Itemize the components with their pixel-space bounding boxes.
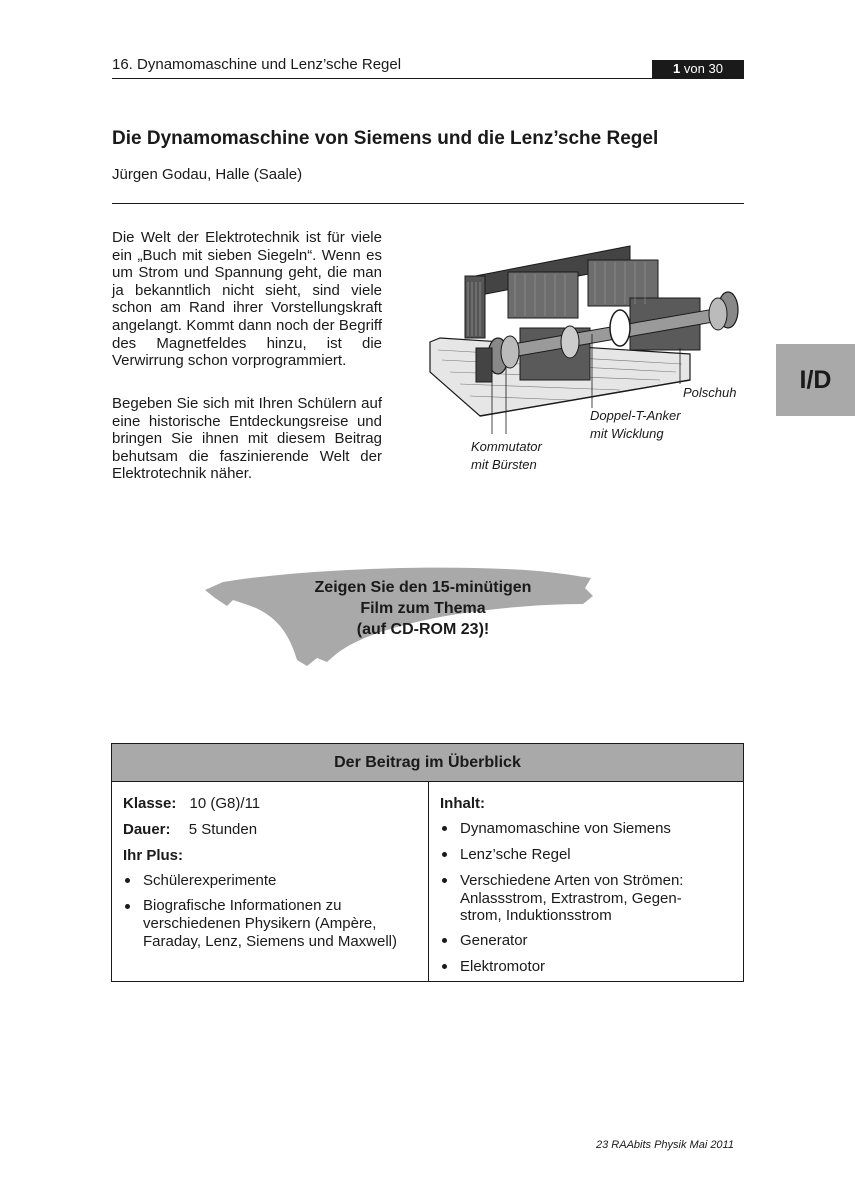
bullet-icon	[442, 964, 447, 969]
running-header-title: 16. Dynamomaschine und Lenz’sche Regel	[112, 56, 402, 73]
inhalt-item-2: Lenz’sche Regel	[460, 846, 571, 863]
page-title: Die Dynamomaschine von Siemens und die Lenz’sche Regel	[112, 128, 659, 149]
figure-label-anker-line1: Doppel-T-Anker	[590, 408, 681, 423]
inhalt-label: Inhalt:	[440, 795, 485, 812]
page-total: von 30	[683, 61, 723, 76]
klasse-row	[123, 795, 260, 813]
section-tab: I/D	[776, 344, 855, 416]
banner-line-3: (auf CD-ROM 23)!	[356, 621, 490, 638]
figure-label-polschuh: Polschuh	[683, 385, 737, 400]
dynamo-illustration	[420, 238, 750, 478]
banner-line-2: Film zum Thema	[360, 600, 486, 617]
bullet-icon	[442, 826, 447, 831]
klasse-value: 10 (G8)/11	[189, 795, 261, 812]
title-divider	[112, 203, 744, 204]
inhalt-item-5: Elektromotor	[460, 958, 546, 975]
header-divider	[112, 78, 744, 79]
plus-item-2-line3: Faraday, Lenz, Siemens und Maxwell)	[143, 933, 398, 950]
plus-item-2-line1: Biografische Informationen zu	[143, 897, 342, 914]
inhalt-item-3-line2: Anlassstrom, Extrastrom, Gegen-	[460, 890, 682, 907]
overview-box	[111, 743, 744, 982]
figure-label-kommutator-line2: mit Bürsten	[471, 457, 537, 472]
plus-item-1: Schülerexperimente	[143, 872, 277, 889]
overview-heading: Der Beitrag im Überblick	[112, 744, 743, 782]
inhalt-item-3-line1: Verschiedene Arten von Strömen:	[460, 872, 684, 889]
author-line: Jürgen Godau, Halle (Saale)	[112, 166, 303, 183]
banner-line-1: Zeigen Sie den 15-minütigen	[314, 579, 532, 596]
dauer-row	[123, 821, 257, 839]
dauer-value: 5 Stunden	[188, 821, 258, 838]
bullet-icon	[125, 878, 130, 883]
intro-paragraph-2: Begeben Sie sich mit Ihren Schülern auf eine historische Entdeckungsreise und bringen Sie ihnen mit diesem Beitrag behutsam die faszinierende Welt der Elektrotechnik näher.	[112, 395, 382, 483]
film-banner-text	[262, 577, 584, 640]
inhalt-item-1: Dynamomaschine von Siemens	[460, 820, 671, 837]
page-counter-badge	[652, 60, 744, 78]
bullet-icon	[442, 878, 447, 883]
page-number: 1	[673, 61, 681, 76]
dynamo-machine-figure	[420, 238, 750, 478]
overview-column-divider	[428, 781, 429, 981]
intro-paragraph-1: Die Welt der Elektrotechnik ist für viele ein „Buch mit sieben Siegeln“. Wenn es um Strom und Spannung geht, die man ja bekanntlich nicht sieht, sind viele schon am Rand ihrer Vorstellungskraft angelangt. Kommt dann noch der Begriff des Magnetfeldes hinzu, ist die Verwirrung schon vorprogrammiert.	[112, 229, 382, 370]
figure-label-kommutator-line1: Kommutator	[471, 439, 542, 454]
bullet-icon	[442, 938, 447, 943]
plus-label: Ihr Plus:	[123, 847, 184, 864]
figure-label-anker-line2: mit Wicklung	[590, 426, 664, 441]
inhalt-item-4: Generator	[460, 932, 528, 949]
klasse-label: Klasse:	[123, 795, 177, 812]
plus-item-2-line2: verschiedenen Physikern (Ampère,	[143, 915, 377, 932]
inhalt-item-3-line3: strom, Induktionsstrom	[460, 907, 612, 924]
bullet-icon	[125, 904, 130, 909]
footer-publication: 23 RAAbits Physik Mai 2011	[596, 1139, 734, 1151]
dauer-label: Dauer:	[123, 821, 171, 838]
bullet-icon	[442, 852, 447, 857]
